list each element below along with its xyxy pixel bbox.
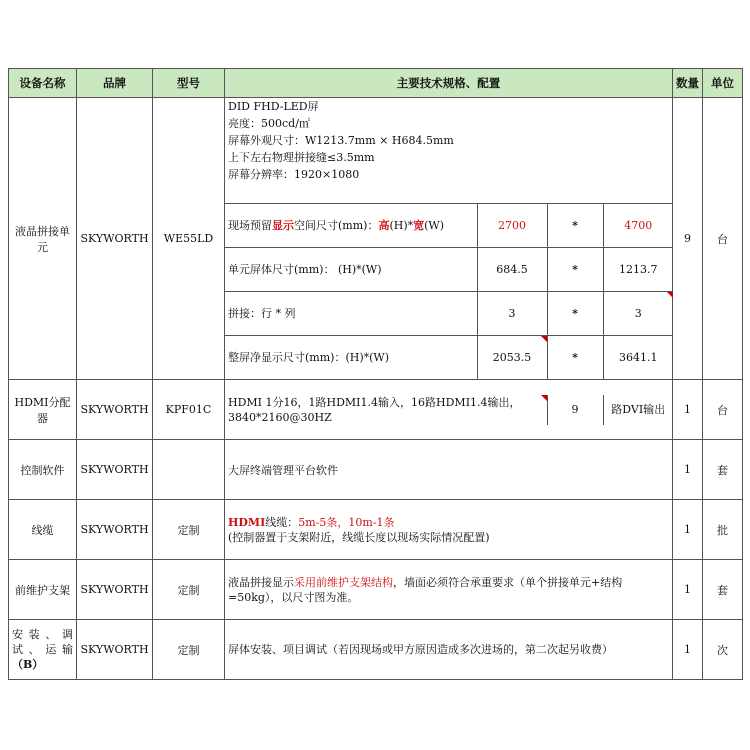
spec-highlight: 采用前维护支架结构 xyxy=(294,575,393,589)
row1-spec-lines xyxy=(225,98,673,203)
row2-spec xyxy=(225,380,673,440)
row3-name: 控制软件 xyxy=(9,440,77,500)
row2-model: KPF01C xyxy=(153,380,225,440)
space-label-part: 显示 xyxy=(272,218,294,232)
row4-name: 线缆 xyxy=(9,500,77,560)
table-row xyxy=(9,380,743,440)
row2-unit: 台 xyxy=(703,380,743,440)
row3-spec: 大屏终端管理平台软件 xyxy=(225,440,673,500)
header-spec: 主要技术规格、配置 xyxy=(225,69,673,98)
spec-line: 屏幕外观尺寸：W1213.7mm × H684.5mm xyxy=(228,134,454,147)
spec-line: 上下左右物理拼接缝≤3.5mm xyxy=(228,151,375,164)
row5-unit: 套 xyxy=(703,560,743,620)
row1-qty: 9 xyxy=(673,98,703,380)
space-label xyxy=(225,203,477,247)
header-row xyxy=(9,69,743,98)
splice-rows: 3 xyxy=(477,291,547,335)
table-row xyxy=(9,440,743,500)
row6-brand: SKYWORTH xyxy=(77,620,153,680)
row4-qty: 1 xyxy=(673,500,703,560)
space-label-part: 高 xyxy=(378,218,390,232)
row5-spec xyxy=(225,560,673,620)
row1-spec xyxy=(225,98,673,380)
table-row xyxy=(9,560,743,620)
space-label-part: 空间尺寸(mm)： xyxy=(294,218,379,232)
equipment-table xyxy=(8,68,743,680)
header-unit: 单位 xyxy=(703,69,743,98)
times-sign: * xyxy=(547,247,603,291)
row4-unit: 批 xyxy=(703,500,743,560)
unit-size-label: 单元屏体尺寸(mm)： (H)*(W) xyxy=(225,247,477,291)
row6-unit: 次 xyxy=(703,620,743,680)
row3-unit: 套 xyxy=(703,440,743,500)
cable-quantities: 5m-5条，10m-1条 xyxy=(298,515,395,529)
row5-qty: 1 xyxy=(673,560,703,620)
space-height: 2700 xyxy=(477,203,547,247)
row2-qty: 1 xyxy=(673,380,703,440)
net-size-label: 整屏净显示尺寸(mm)：(H)*(W) xyxy=(225,335,477,379)
row6-spec: 屏体安装、项目调试（若因现场或甲方原因造成多次进场的，第二次起另收费） xyxy=(225,620,673,680)
times-sign: * xyxy=(547,291,603,335)
row2-spec-text: HDMI 1分16，1路HDMI1.4输入，16路HDMI1.4输出，3840*2160@30HZ xyxy=(225,395,547,425)
row2-extra-text: 路DVI输出 xyxy=(611,403,666,416)
row2-spec-grid xyxy=(225,395,673,425)
row6-model: 定制 xyxy=(153,620,225,680)
cable-label: 线缆： xyxy=(265,515,299,529)
row4-model: 定制 xyxy=(153,500,225,560)
spec-part: ，墙面必须符合承重要求（单个拼接单元+结构=50kg），以尺寸图为准。 xyxy=(228,575,623,604)
row3-brand: SKYWORTH xyxy=(77,440,153,500)
space-width: 4700 xyxy=(603,203,673,247)
table-row xyxy=(9,620,743,680)
row5-brand: SKYWORTH xyxy=(77,560,153,620)
header-brand: 品牌 xyxy=(77,69,153,98)
hdmi-label: HDMI xyxy=(228,515,266,529)
row4-brand: SKYWORTH xyxy=(77,500,153,560)
table-row xyxy=(9,98,743,380)
row4-spec-line1 xyxy=(228,515,669,530)
header-qty: 数量 xyxy=(673,69,703,98)
spec-line: DID FHD-LED屏 xyxy=(228,100,319,113)
row6-name-line1: 安装、调试、运输 xyxy=(12,628,73,656)
unit-width: 1213.7 xyxy=(603,247,673,291)
row1-unit: 台 xyxy=(703,98,743,380)
row1-brand: SKYWORTH xyxy=(77,98,153,380)
row1-spec-grid xyxy=(225,98,673,379)
splice-label: 拼接：行 * 列 xyxy=(225,291,477,335)
row6-qty: 1 xyxy=(673,620,703,680)
row3-qty: 1 xyxy=(673,440,703,500)
row1-name: 液晶拼接单元 xyxy=(9,98,77,380)
row3-model xyxy=(153,440,225,500)
net-height: 2053.5 xyxy=(477,335,547,379)
row6-name-line2: （B） xyxy=(12,658,44,671)
spec-line: 屏幕分辨率：1920×1080 xyxy=(228,168,360,181)
net-width: 3641.1 xyxy=(619,350,658,364)
row5-name: 前维护支架 xyxy=(9,560,77,620)
space-label-part: 现场预留 xyxy=(228,218,272,232)
header-name: 设备名称 xyxy=(9,69,77,98)
unit-height: 684.5 xyxy=(477,247,547,291)
space-label-part: (H)* xyxy=(389,218,414,232)
splice-cols: 3 xyxy=(603,291,673,335)
times-sign: * xyxy=(547,203,603,247)
row2-extra-num: 9 xyxy=(547,395,603,425)
row1-model: WE55LD xyxy=(153,98,225,380)
spec-line: 亮度：500cd/㎡ xyxy=(228,117,310,130)
row4-spec xyxy=(225,500,673,560)
header-model: 型号 xyxy=(153,69,225,98)
space-label-part: (W) xyxy=(424,218,445,232)
times-sign: * xyxy=(547,335,603,379)
spec-part: 液晶拼接显示 xyxy=(228,575,294,589)
row2-brand: SKYWORTH xyxy=(77,380,153,440)
row5-model: 定制 xyxy=(153,560,225,620)
table-row xyxy=(9,500,743,560)
row4-spec-line2: (控制器置于支架附近，线缆长度以现场实际情况配置) xyxy=(228,530,490,544)
space-label-part: 宽 xyxy=(413,218,425,232)
row6-name xyxy=(9,620,77,680)
row2-name: HDMI分配器 xyxy=(9,380,77,440)
